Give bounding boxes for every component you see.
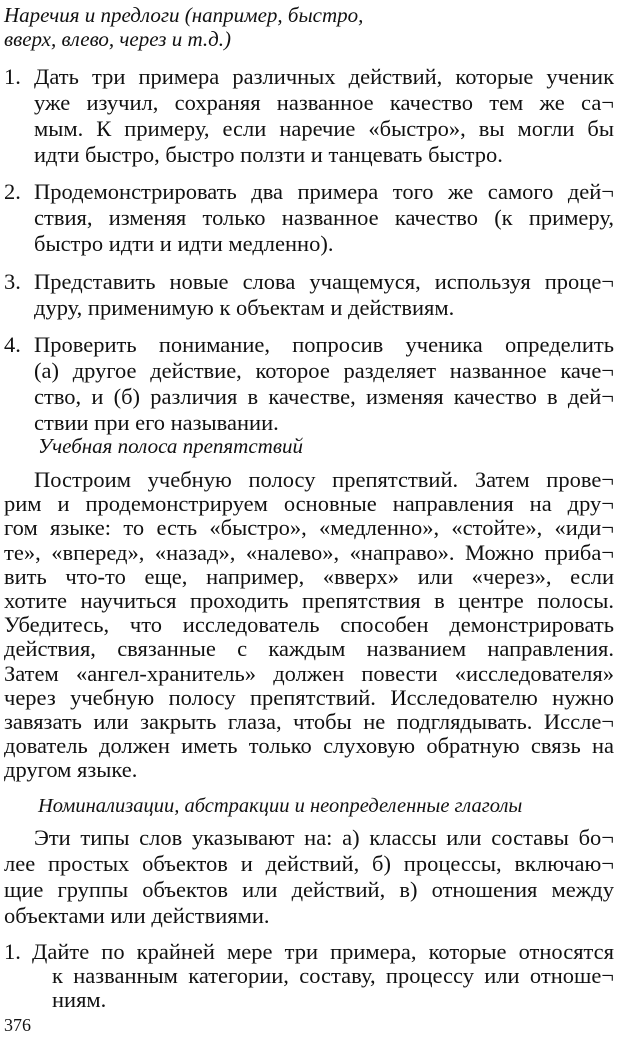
paragraph-line: лее простых объектов и действий, б) процессы, включаю¬: [4, 851, 614, 876]
list-item-number: 2.: [4, 179, 21, 204]
paragraph-line: завязать или закрыть глаза, чтобы не подглядывать. Иссле¬: [4, 709, 614, 734]
list-item-line: Продемонстрировать два примера того же самого дей¬: [34, 179, 614, 204]
list-item-line: идти быстро, быстро ползти и танцевать быстро.: [34, 142, 503, 167]
list-item-line: ствия, изменяя только названное качество (к примеру,: [34, 205, 614, 230]
paragraph-line: те», «вперед», «назад», «налево», «направо». Можно приба¬: [4, 539, 614, 565]
list-item-number: 1.: [4, 939, 21, 964]
list-item-line: ниям.: [52, 987, 107, 1012]
list-item-line: Проверить понимание, попросив ученика определить: [34, 332, 614, 357]
list-item-line: Представить новые слова учащемуся, используя проце¬: [34, 269, 614, 294]
paragraph-line: объектами или действиями.: [4, 903, 270, 928]
paragraph-line: через учебную полосу препятствий. Исследователю нужно: [4, 684, 614, 710]
page-number: 376: [4, 1015, 31, 1035]
list-item-number: 3.: [4, 269, 21, 294]
paragraph-line: Убедитесь, что исследователь способен демонстрировать: [4, 612, 614, 638]
list-item-line: Дайте по крайней мере три примера, которые относятся: [32, 939, 614, 964]
paragraph-line: Построим учебную полосу препятствий. Затем прове¬: [34, 467, 614, 492]
section-heading-adverbs-line2: вверх, влево, через и т.д.): [4, 27, 232, 51]
list-item-number: 1.: [4, 64, 21, 89]
section-heading-adverbs: Наречия и предлоги (например, быстро,: [4, 3, 364, 27]
paragraph-line: рим и продемонстрируем основные направления на дру¬: [4, 491, 614, 517]
paragraph-line: Затем «ангел-хранитель» должен повести «исследователя»: [4, 660, 614, 686]
list-item-line: ство, и (б) различия в качестве, изменяя качество в дей¬: [34, 384, 614, 409]
list-item-line: к названным категории, составу, процессу или отноше¬: [52, 963, 614, 988]
list-item-line: дуру, применимую к объектам и действиям.: [34, 295, 455, 320]
section-heading-obstacle-course: Учебная полоса препятствий: [38, 434, 303, 458]
list-item-line: быстро идти и идти медленно).: [34, 231, 334, 256]
paragraph-line: действия, связанные с каждым названием направления.: [4, 636, 614, 662]
list-item-line: Дать три примера различных действий, которые ученик: [34, 64, 614, 89]
paragraph-line: хотите научиться проходить препятствия в центре полосы.: [4, 588, 614, 613]
paragraph-line: дователь должен иметь только слуховую обратную связь на: [4, 733, 614, 759]
list-item-line: ствии при его назывании.: [34, 410, 279, 435]
list-item-line: (а) другое действие, которое разделяет названное каче¬: [34, 358, 614, 383]
section-heading-nominalizations: Номинализации, абстракции и неопределенные глаголы: [38, 795, 523, 817]
paragraph-line: другом языке.: [4, 757, 138, 783]
list-item-number: 4.: [4, 332, 21, 357]
paragraph-line: гом языке: то есть «быстро», «медленно», «стойте», «иди¬: [4, 515, 614, 541]
list-item-line: мым. К примеру, если наречие «быстро», вы могли бы: [34, 116, 614, 141]
paragraph-line: щие группы объектов или действий, в) отношения между: [4, 877, 614, 902]
list-item-line: уже изучил, сохраняя названное качество тем же са¬: [34, 90, 614, 115]
paragraph-line: Эти типы слов указывают на: а) классы или составы бо¬: [34, 825, 614, 850]
paragraph-line: вить что-то еще, например, «вверх» или «через», если: [4, 563, 614, 589]
